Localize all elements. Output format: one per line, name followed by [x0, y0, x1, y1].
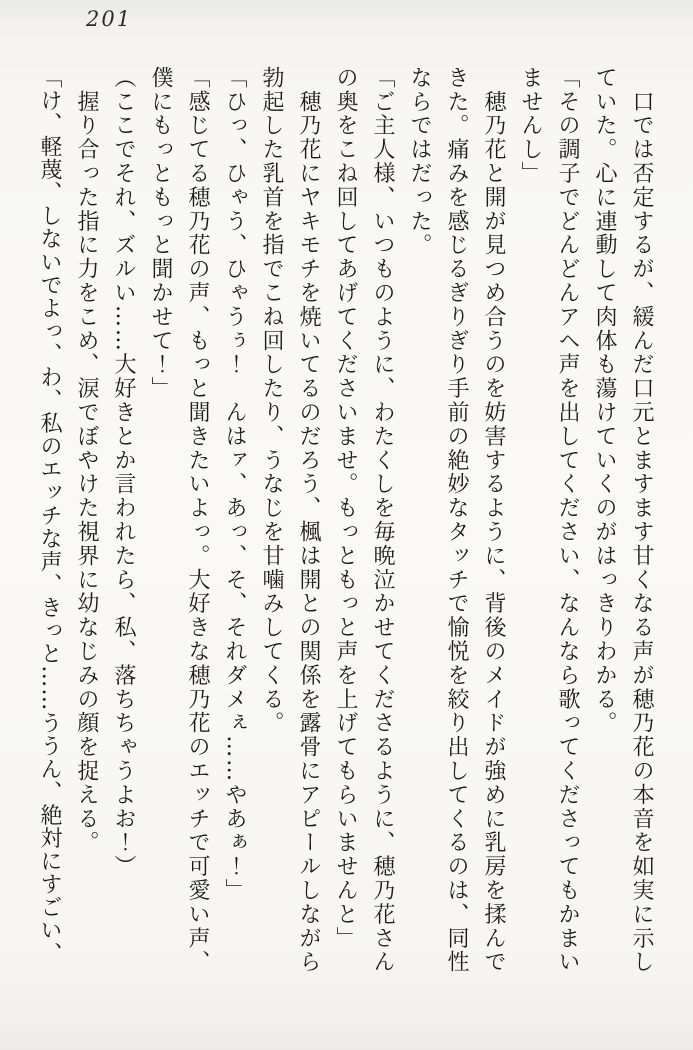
paragraph-narration: 握り合った指に力をこめ、涙でぼやけた視界に幼なじみの顔を捉える。	[74, 66, 99, 855]
paragraph-thought: （ここでそれ、ズルい……大好きとか言われたら、私、落ちちゃうよお！）	[111, 66, 136, 879]
paragraph-dialogue: 「ご主人様、いつものように、わたくしを毎晩泣かせてくださるように、穂乃花さんの奥をこね回してあげてくださいませ。もっともっと声を上げてもらいませんと」	[333, 66, 395, 975]
paragraph-dialogue: 「け、軽蔑、しないでよっ、わ、私のエッチな声、きっと……ううん、絶対にすごい、	[37, 66, 62, 965]
page-number: 201	[86, 7, 133, 31]
paragraph-narration: 穂乃花と開が見つめ合うのを妨害するように、背後のメイドが強めに乳房を揉んできた。痛みを感じるぎりぎり手前の絶妙なタッチで愉悦を絞り出してくるのは、同性ならではだった。	[407, 66, 506, 975]
text-block	[31, 66, 660, 978]
paragraph-dialogue: 「ひっ、ひゃう、ひゃうぅ！ んはァ、あっ、そ、それダメぇ……やあぁ！」	[222, 66, 247, 903]
paragraph-dialogue: 「その調子でどんどんアヘ声を出してください、なんなら歌ってくださってもかまいませんし」	[518, 66, 580, 975]
paragraph-dialogue: 「感じてる穂乃花の声、もっと聞きたいよっ。大好きな穂乃花のエッチで可愛い声、僕にもっともっと聞かせて！」	[148, 66, 210, 975]
paragraph-narration: 口では否定するが、緩んだ口元とますます甘くなる声が穂乃花の本音を如実に示していた。心に連動して肉体も蕩けていくのがはっきりわかる。	[592, 66, 654, 975]
paragraph-narration: 穂乃花にヤキモチを焼いてるのだろう、楓は開との関係を露骨にアピールしながら勃起した乳首を指でこね回したり、うなじを甘噛みしてくる。	[259, 66, 321, 975]
